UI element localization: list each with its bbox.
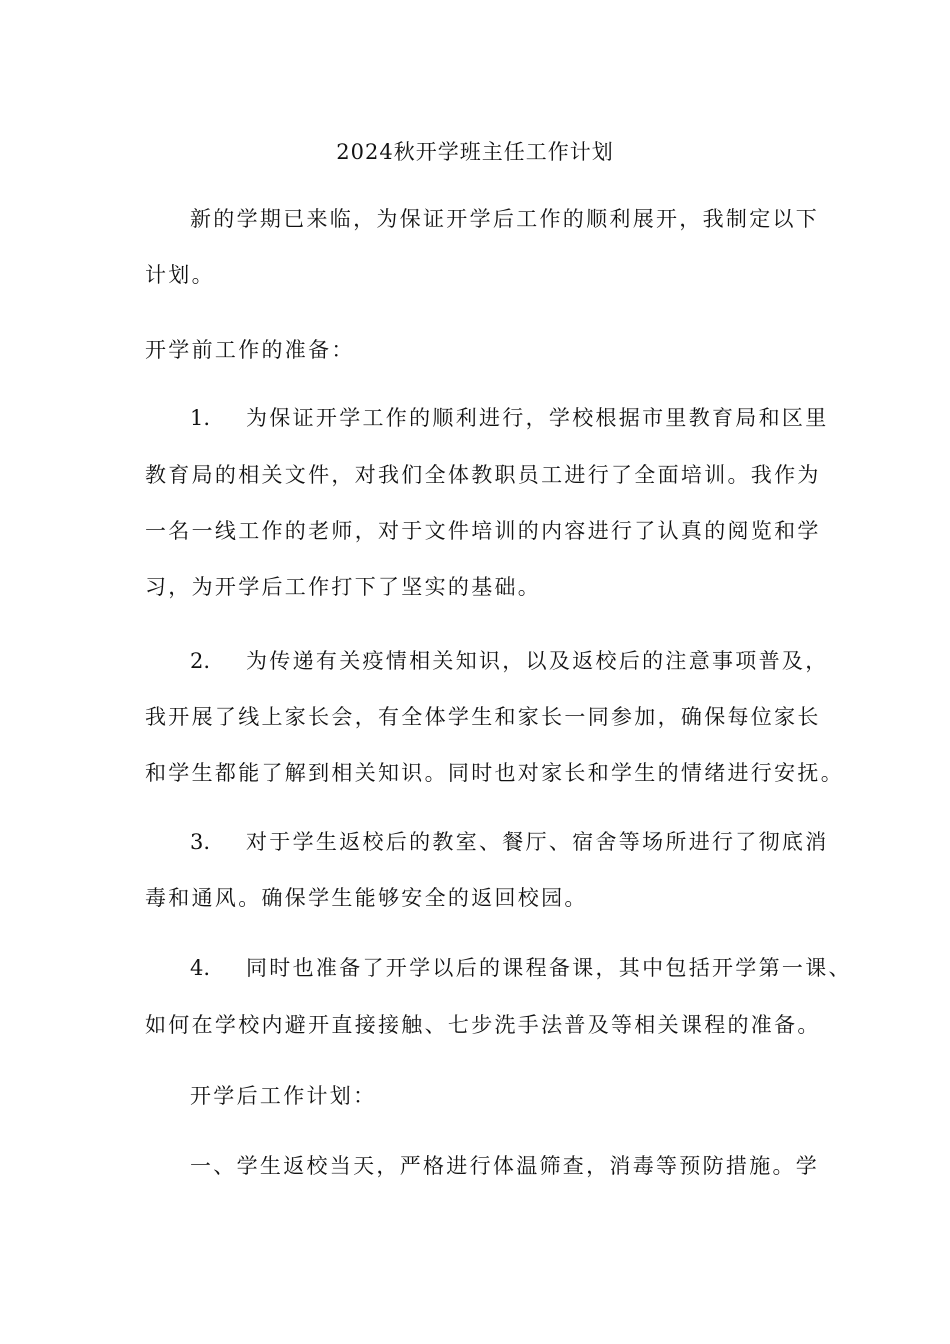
list-item-1-text: 为保证开学工作的顺利进行，学校根据市里教育局和区里 (246, 406, 829, 430)
list-item-4-number: 4. (190, 956, 211, 980)
list-item-1-line-3: 一名一线工作的老师，对于文件培训的内容进行了认真的阅览和学 (145, 519, 821, 543)
plan-item-1-first-line: 一、学生返校当天，严格进行体温筛查，消毒等预防措施。学 (190, 1154, 820, 1178)
list-item-1-line-4: 习，为开学后工作打下了坚实的基础。 (145, 575, 542, 599)
list-item-2-number: 2. (190, 649, 211, 673)
list-item-4-first-line (190, 954, 852, 982)
list-item-2-first-line (190, 647, 829, 675)
list-item-3-line-2: 毒和通风。确保学生能够安全的返回校园。 (145, 886, 588, 910)
list-item-1-number: 1. (190, 406, 211, 430)
intro-line-2: 计划。 (145, 263, 215, 287)
list-item-1-first-line (190, 404, 829, 432)
list-item-1-line-2: 教育局的相关文件，对我们全体教职员工进行了全面培训。我作为 (145, 463, 821, 487)
list-item-3-number: 3. (190, 830, 211, 854)
intro-line-1: 新的学期已来临，为保证开学后工作的顺利展开，我制定以下 (190, 207, 820, 231)
list-item-3-first-line (190, 828, 829, 856)
list-item-2-line-3: 和学生都能了解到相关知识。同时也对家长和学生的情绪进行安抚。 (145, 761, 844, 785)
page-title: 2024秋开学班主任工作计划 (336, 140, 614, 164)
section-heading-after-school: 开学后工作计划： (190, 1084, 377, 1108)
list-item-2-text: 为传递有关疫情相关知识，以及返校后的注意事项普及， (246, 649, 829, 673)
list-item-3-text: 对于学生返校后的教室、餐厅、宿舍等场所进行了彻底消 (246, 830, 829, 854)
list-item-4-text: 同时也准备了开学以后的课程备课，其中包括开学第一课、 (246, 956, 852, 980)
list-item-4-line-2: 如何在学校内避开直接接触、七步洗手法普及等相关课程的准备。 (145, 1013, 821, 1037)
list-item-2-line-2: 我开展了线上家长会，有全体学生和家长一同参加，确保每位家长 (145, 705, 821, 729)
section-heading-before-school: 开学前工作的准备： (145, 338, 355, 362)
